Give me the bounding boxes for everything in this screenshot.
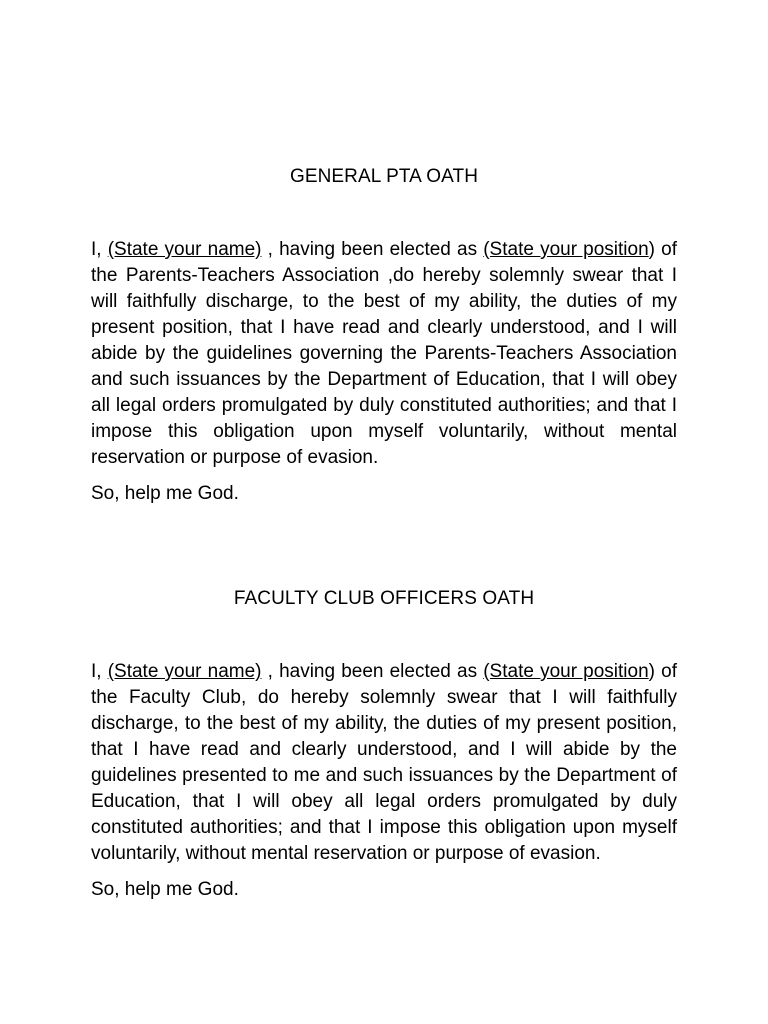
paren-close: ) [648, 661, 655, 682]
oath-body [91, 659, 677, 867]
position-placeholder: (State your position [483, 239, 649, 260]
oath-middle: , having been elected as [261, 661, 484, 682]
oath-text: of the Parents-Teachers Association ,do hereby solemnly swear that I will faithfully discharge, to the best of my ability, the duties of my present position, that I have read and clearly understood, and I will abide by the guidelines governing the Parents-Teachers Association and such issuances by the Department of Education, that I will obey all legal orders promulgated by duly constituted authorities; and that I impose this obligation upon myself voluntarily, without mental reservation or purpose of evasion. [91, 239, 677, 468]
oath-closing: So, help me God. [91, 483, 239, 504]
oath-title: GENERAL PTA OATH [289, 166, 479, 187]
oath-intro: I, [91, 661, 108, 682]
oath-middle: , having been elected as [261, 239, 484, 260]
name-placeholder: (State your name) [107, 239, 262, 260]
oath-section-pta [91, 165, 677, 507]
position-placeholder: (State your position [483, 661, 649, 682]
oath-closing: So, help me God. [91, 879, 239, 900]
oath-text: of the Faculty Club, do hereby solemnly swear that I will faithfully discharge, to the best of my ability, the duties of my present position, that I have read and clearly understood, and I will abide by the guidelines presented to me and such issuances by the Department of Education, that I will obey all legal orders promulgated by duly constituted authorities; and that I impose this obligation upon myself voluntarily, without mental reservation or purpose of evasion. [91, 661, 677, 864]
oath-intro: I, [91, 239, 108, 260]
oath-section-faculty-club [91, 587, 677, 903]
name-placeholder: (State your name) [107, 661, 262, 682]
paren-close: ) [648, 239, 655, 260]
oath-title: FACULTY CLUB OFFICERS OATH [233, 588, 535, 609]
oath-body [91, 237, 677, 471]
